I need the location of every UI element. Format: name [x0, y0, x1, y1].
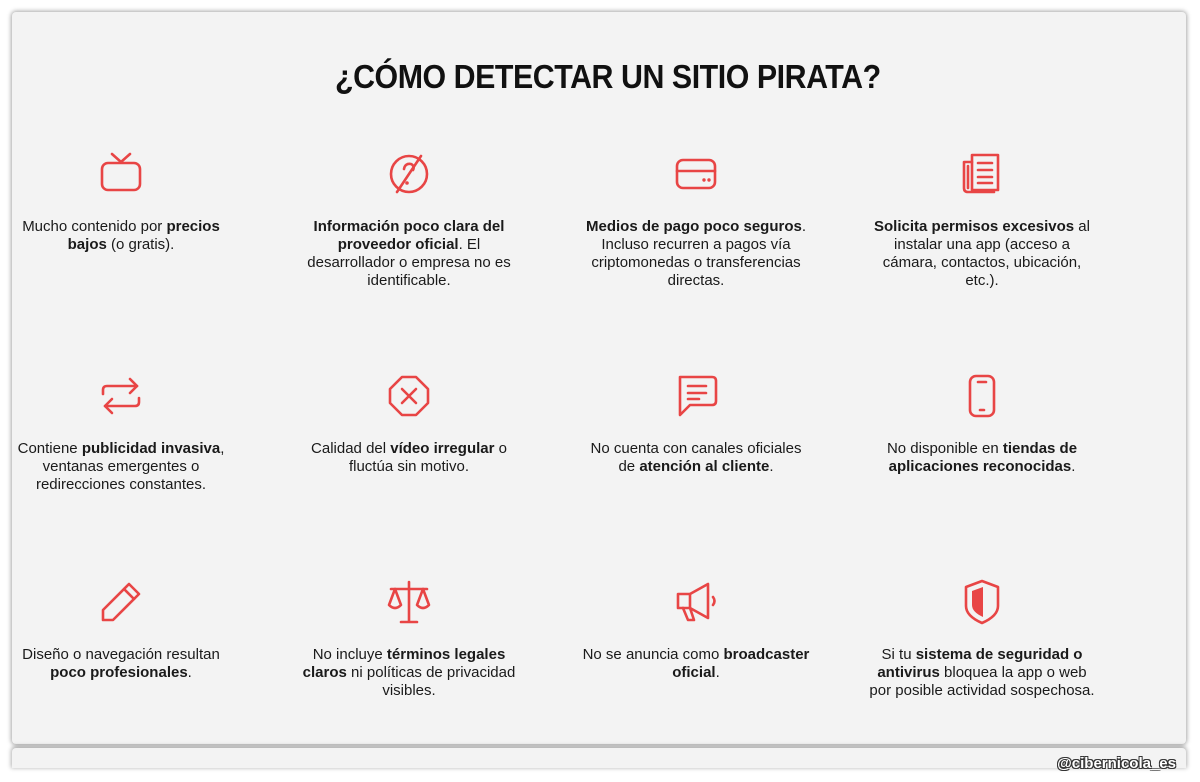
tip-text-bold: términos legales claros: [302, 646, 506, 681]
smartphone-icon: [958, 372, 1006, 420]
tip-text-bold: Información poco clara del proveedor oficial: [313, 218, 505, 253]
megaphone-icon: [672, 578, 720, 626]
redirect-arrows-icon: [97, 372, 145, 420]
page-title: ¿CÓMO DETECTAR UN SITIO PIRATA?: [335, 58, 881, 95]
tip-text-run: .: [769, 458, 774, 475]
tip-text-run: .: [715, 664, 720, 681]
tip-item: [581, 578, 811, 738]
tip-text-run: ni políticas de privacidad visibles.: [346, 664, 516, 699]
tip-text-run: (o gratis).: [106, 236, 175, 253]
tip-text-run: Contiene: [17, 440, 82, 457]
tip-item: [581, 372, 811, 572]
pencil-icon: [97, 578, 145, 626]
tip-item: [294, 372, 524, 572]
tip-text-run: Diseño o navegación resultan: [22, 646, 220, 663]
tip-text-bold: Medios de pago poco seguros: [585, 218, 802, 235]
legal-scale-icon: [385, 578, 433, 626]
tip-text: [6, 218, 236, 254]
card-bottom-edge: [12, 748, 1186, 768]
tip-text-run: No cuenta con canales oficiales de: [590, 440, 802, 475]
tip-text-bold: broadcaster oficial: [672, 646, 810, 681]
tip-text-run: No disponible en: [886, 440, 1003, 457]
no-info-icon: [385, 150, 433, 198]
tip-text: [294, 646, 524, 700]
tip-item: [867, 578, 1097, 738]
author-handle: @cibernicola_es: [1057, 755, 1176, 772]
tip-text: [581, 440, 811, 476]
tip-text: [867, 218, 1097, 290]
credit-card-icon: [672, 150, 720, 198]
tip-text-bold: atención al cliente: [639, 458, 770, 475]
tip-text-run: .: [187, 664, 192, 681]
tip-text-bold: vídeo irregular: [390, 440, 495, 457]
tip-item: [294, 150, 524, 350]
tv-icon: [97, 150, 145, 198]
tip-item: [6, 578, 236, 738]
tip-text-bold: poco profesionales: [50, 664, 188, 681]
tip-text-run: . El desarrollador o empresa no es identificable.: [307, 236, 511, 289]
tip-text-run: Si tu: [881, 646, 916, 663]
tip-item: [867, 150, 1097, 350]
tip-item: [6, 150, 236, 350]
tip-text-bold: precios bajos: [67, 218, 220, 253]
tip-text-run: bloquea la app o web por posible actividad sospechosa.: [869, 664, 1095, 699]
tip-text-run: .: [1071, 458, 1076, 475]
tip-text-run: . Incluso recurren a pagos vía criptomonedas o transferencias directas.: [591, 218, 807, 289]
tip-item: [867, 372, 1097, 572]
tip-text-run: Mucho contenido por: [22, 218, 167, 235]
tip-text: [581, 646, 811, 682]
tip-text: [581, 218, 811, 290]
chat-bubble-icon: [672, 372, 720, 420]
tip-text-bold: tiendas de aplicaciones reconocidas: [888, 440, 1078, 475]
tip-text: [294, 218, 524, 290]
tip-text: [867, 440, 1097, 476]
tip-item: [581, 150, 811, 350]
tip-text-run: o fluctúa sin motivo.: [348, 440, 507, 475]
tip-text-run: al instalar una app (acceso a cámara, contactos, ubicación, etc.).: [882, 218, 1090, 289]
tip-item: [6, 372, 236, 572]
tip-text: [6, 646, 236, 682]
tip-text: [294, 440, 524, 476]
tip-text-run: Calidad del: [311, 440, 391, 457]
tip-text: [6, 440, 236, 494]
error-octagon-icon: [385, 372, 433, 420]
tip-text-bold: publicidad invasiva: [81, 440, 221, 457]
tip-text: [867, 646, 1097, 700]
tip-text-run: , ventanas emergentes o redirecciones constantes.: [35, 440, 225, 493]
document-list-icon: [958, 150, 1006, 198]
tip-text-bold: Solicita permisos excesivos: [874, 218, 1075, 235]
tip-item: [294, 578, 524, 738]
tip-text-run: No incluye: [312, 646, 387, 663]
shield-icon: [958, 578, 1006, 626]
tip-text-bold: sistema de seguridad o antivirus: [877, 646, 1083, 681]
tip-text-run: No se anuncia como: [582, 646, 724, 663]
